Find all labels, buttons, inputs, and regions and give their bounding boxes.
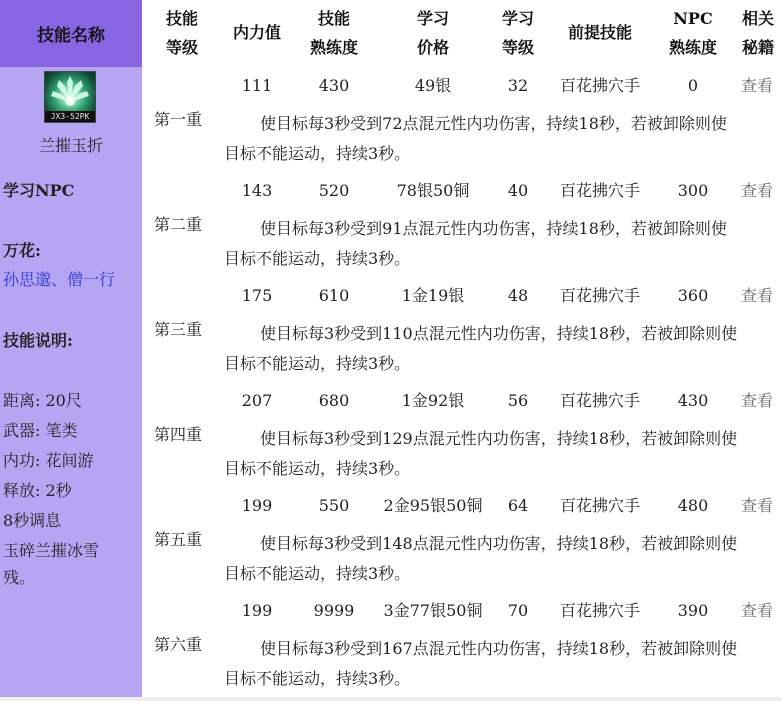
row-proficiency: 550: [318, 496, 350, 515]
stat-weapon: 武器: 笔类: [3, 421, 78, 440]
row-prereq: 百花拂穴手: [559, 601, 640, 620]
row-level: 第一重: [154, 110, 203, 129]
col-prereq: 前提技能: [567, 23, 632, 42]
row-npc-proficiency: 300: [677, 181, 709, 200]
row-learn-level: 48: [507, 286, 529, 305]
view-link[interactable]: 查看: [740, 391, 773, 410]
stat-inner: 内功: 花间游: [3, 451, 94, 470]
row-learn-level: 56: [507, 391, 529, 410]
row-level: 第二重: [154, 215, 203, 234]
skill-name: 兰摧玉折: [38, 136, 103, 155]
col-price: 学习 价格: [416, 9, 449, 57]
row-learn-level: 40: [507, 181, 529, 200]
row-price: 78银50铜: [396, 181, 470, 200]
row-price: 1金19银: [401, 286, 465, 305]
view-link[interactable]: 查看: [740, 76, 773, 95]
col-proficiency: 技能 熟练度: [309, 9, 358, 57]
npc-title: 学习NPC: [3, 181, 75, 200]
row-price: 1金92银: [401, 391, 465, 410]
col-npc-proficiency: NPC 熟练度: [668, 9, 717, 57]
row-mana: 111: [241, 76, 273, 95]
row-mana: 175: [241, 286, 273, 305]
stat-range: 距离: 20尺: [3, 391, 82, 410]
row-level: 第六重: [154, 635, 203, 654]
row-mana: 207: [241, 391, 273, 410]
row-npc-proficiency: 390: [677, 601, 709, 620]
col-skill-level: 技能 等级: [165, 9, 198, 57]
view-link[interactable]: 查看: [740, 601, 773, 620]
row-proficiency: 610: [318, 286, 350, 305]
row-price: 49银: [414, 76, 452, 95]
npc-links[interactable]: 孙思邈、僧一行: [3, 270, 116, 289]
stat-note-tail: 残。: [3, 568, 36, 587]
row-npc-proficiency: 360: [677, 286, 709, 305]
row-mana: 143: [241, 181, 273, 200]
row-proficiency: 680: [318, 391, 350, 410]
icon-watermark: JX3-52PK: [45, 111, 95, 122]
row-level: 第四重: [154, 425, 203, 444]
view-link[interactable]: 查看: [740, 496, 773, 515]
col-mana: 内力值: [232, 23, 281, 42]
row-description: 使目标每3秒受到148点混元性内功伤害，持续18秒，若被卸除则使 目标不能运动，持续3秒。: [224, 534, 738, 583]
row-level: 第三重: [154, 320, 203, 339]
view-link[interactable]: 查看: [740, 286, 773, 305]
skill-desc-title: 技能说明:: [3, 331, 73, 350]
faction-label: 万花:: [3, 241, 41, 260]
row-prereq: 百花拂穴手: [559, 181, 640, 200]
row-proficiency: 430: [318, 76, 350, 95]
row-npc-proficiency: 430: [677, 391, 709, 410]
row-proficiency: 520: [318, 181, 350, 200]
row-prereq: 百花拂穴手: [559, 76, 640, 95]
row-mana: 199: [241, 601, 273, 620]
sidebar: [0, 0, 142, 697]
row-description: 使目标每3秒受到110点混元性内功伤害，持续18秒，若被卸除则使 目标不能运动，持续3秒。: [224, 324, 738, 373]
row-proficiency: 9999: [313, 601, 355, 620]
col-related-book: 相关 秘籍: [741, 9, 774, 57]
row-mana: 199: [241, 496, 273, 515]
row-price: 3金77银50铜: [383, 601, 483, 620]
stat-cast: 释放: 2秒: [3, 481, 72, 500]
row-learn-level: 32: [507, 76, 529, 95]
row-price: 2金95银50铜: [383, 496, 483, 515]
row-description: 使目标每3秒受到167点混元性内功伤害，持续18秒，若被卸除则使 目标不能运动，持续3秒。: [224, 639, 738, 688]
row-description: 使目标每3秒受到72点混元性内功伤害，持续18秒，若被卸除则使 目标不能运动，持续3秒。: [224, 114, 727, 163]
skill-name-header: 技能名称: [0, 0, 142, 67]
skill-icon[interactable]: [44, 71, 96, 123]
row-description: 使目标每3秒受到129点混元性内功伤害，持续18秒，若被卸除则使 目标不能运动，持续3秒。: [224, 429, 738, 478]
row-npc-proficiency: 0: [687, 76, 699, 95]
stat-note: 玉碎兰摧冰雪: [3, 541, 100, 560]
row-prereq: 百花拂穴手: [559, 286, 640, 305]
view-link[interactable]: 查看: [740, 181, 773, 200]
col-learn-level: 学习 等级: [501, 9, 534, 57]
row-learn-level: 64: [507, 496, 529, 515]
stat-cooldown: 8秒调息: [3, 511, 62, 530]
row-learn-level: 70: [507, 601, 529, 620]
row-npc-proficiency: 480: [677, 496, 709, 515]
row-level: 第五重: [154, 530, 203, 549]
row-description: 使目标每3秒受到91点混元性内功伤害，持续18秒，若被卸除则使 目标不能运动，持续3秒。: [224, 219, 727, 268]
row-prereq: 百花拂穴手: [559, 391, 640, 410]
row-prereq: 百花拂穴手: [559, 496, 640, 515]
page-bottom-strip: [0, 697, 782, 701]
